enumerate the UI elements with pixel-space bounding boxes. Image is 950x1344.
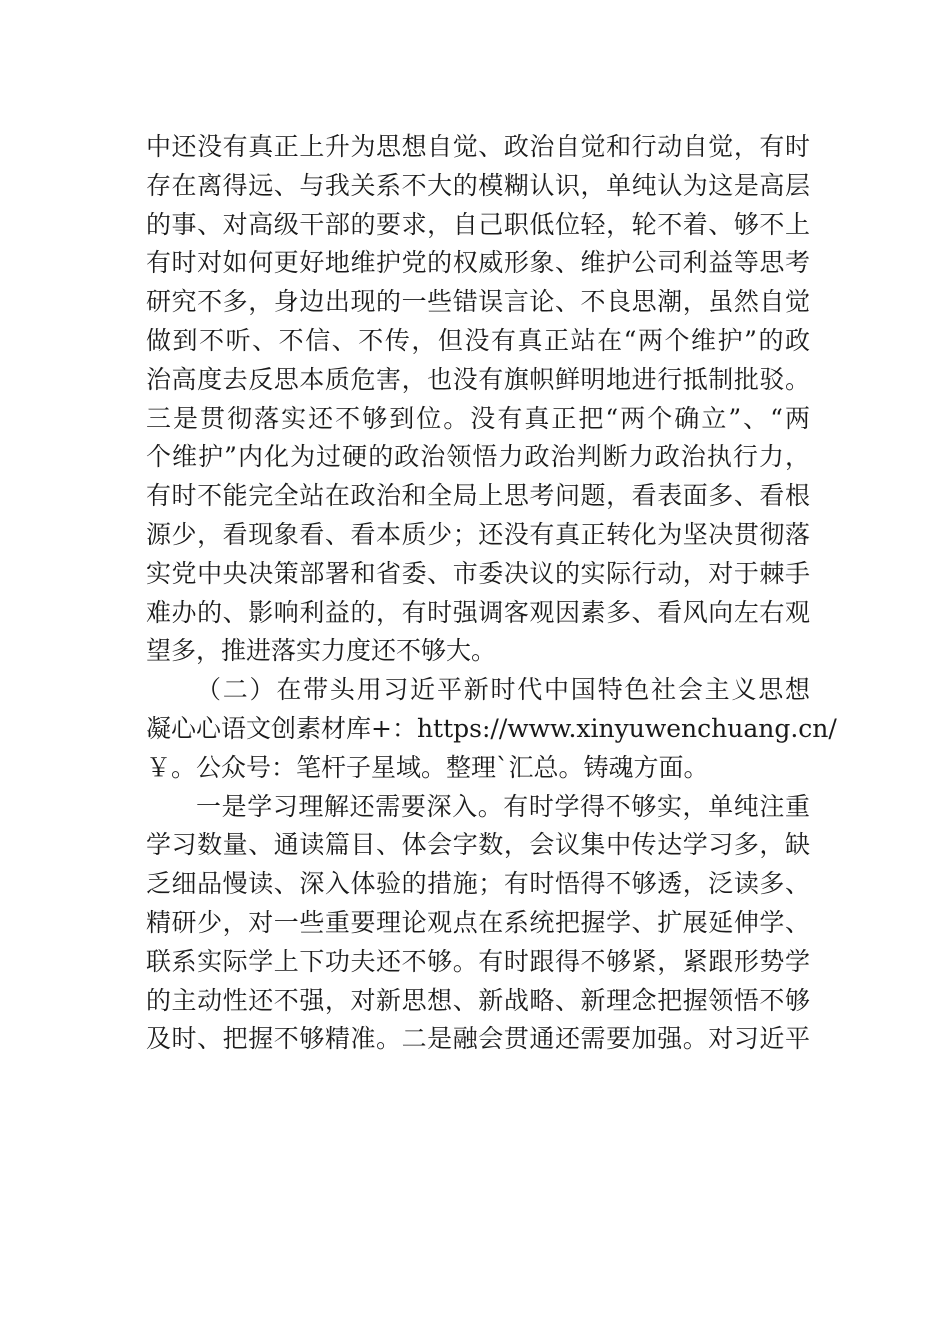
text-line: 存在离得远、与我关系不大的模糊认识，单纯认为这是高层	[146, 170, 810, 200]
text-line: 的事、对高级干部的要求，自己职低位轻，轮不着、够不上	[146, 209, 810, 239]
text-line: 的主动性还不强，对新思想、新战略、新理念把握领悟不够	[146, 985, 810, 1015]
text-line: 乏细品慢读、深入体验的措施；有时悟得不够透，泛读多、	[146, 869, 810, 899]
text-line: 难办的、影响利益的，有时强调客观因素多、看风向左右观	[146, 597, 810, 627]
text-line: 源少，看现象看、看本质少；还没有真正转化为坚决贯彻落	[146, 519, 810, 549]
text-line: 有时对如何更好地维护党的权威形象、维护公司利益等思考	[146, 248, 810, 278]
text-line: 做到不听、不信、不传，但没有真正站在“两个维护”的政	[146, 325, 810, 355]
watermark-line: 凝心心语文创素材库+：https://www.xinyuwenchuang.cn/	[146, 713, 837, 743]
text-line: 精研少，对一些重要理论观点在系统把握学、扩展延伸学、	[146, 907, 810, 937]
text-line: 及时、把握不够精准。二是融会贯通还需要加强。对习近平	[146, 1024, 810, 1054]
text-line: 三是贯彻落实还不够到位。没有真正把“两个确立”、“两	[146, 403, 810, 433]
section-heading-line: （二）在带头用习近平新时代中国特色社会主义思想	[196, 675, 810, 705]
document-body	[146, 128, 837, 1059]
text-line: 个维护”内化为过硬的政治领悟力政治判断力政治执行力，	[146, 442, 810, 472]
paragraph-first-line: 一是学习理解还需要深入。有时学得不够实，单纯注重	[196, 791, 810, 821]
text-line: 研究不多，身边出现的一些错误言论、不良思潮，虽然自觉	[146, 287, 810, 317]
text-line: ￥。公众号：笔杆子星域。整理`汇总。铸魂方面。	[146, 752, 709, 782]
text-line: 中还没有真正上升为思想自觉、政治自觉和行动自觉，有时	[146, 132, 810, 161]
text-line: 联系实际学上下功夫还不够。有时跟得不够紧，紧跟形势学	[146, 946, 810, 976]
text-line: 实党中央决策部署和省委、市委决议的实际行动，对于棘手	[146, 558, 810, 588]
text-line: 学习数量、通读篇目、体会字数，会议集中传达学习多，缺	[146, 830, 810, 860]
text-line: 望多，推进落实力度还不够大。	[146, 636, 497, 666]
text-line: 治高度去反思本质危害，也没有旗帜鲜明地进行抵制批驳。	[146, 364, 810, 394]
text-line: 有时不能完全站在政治和全局上思考问题，看表面多、看根	[146, 481, 810, 511]
